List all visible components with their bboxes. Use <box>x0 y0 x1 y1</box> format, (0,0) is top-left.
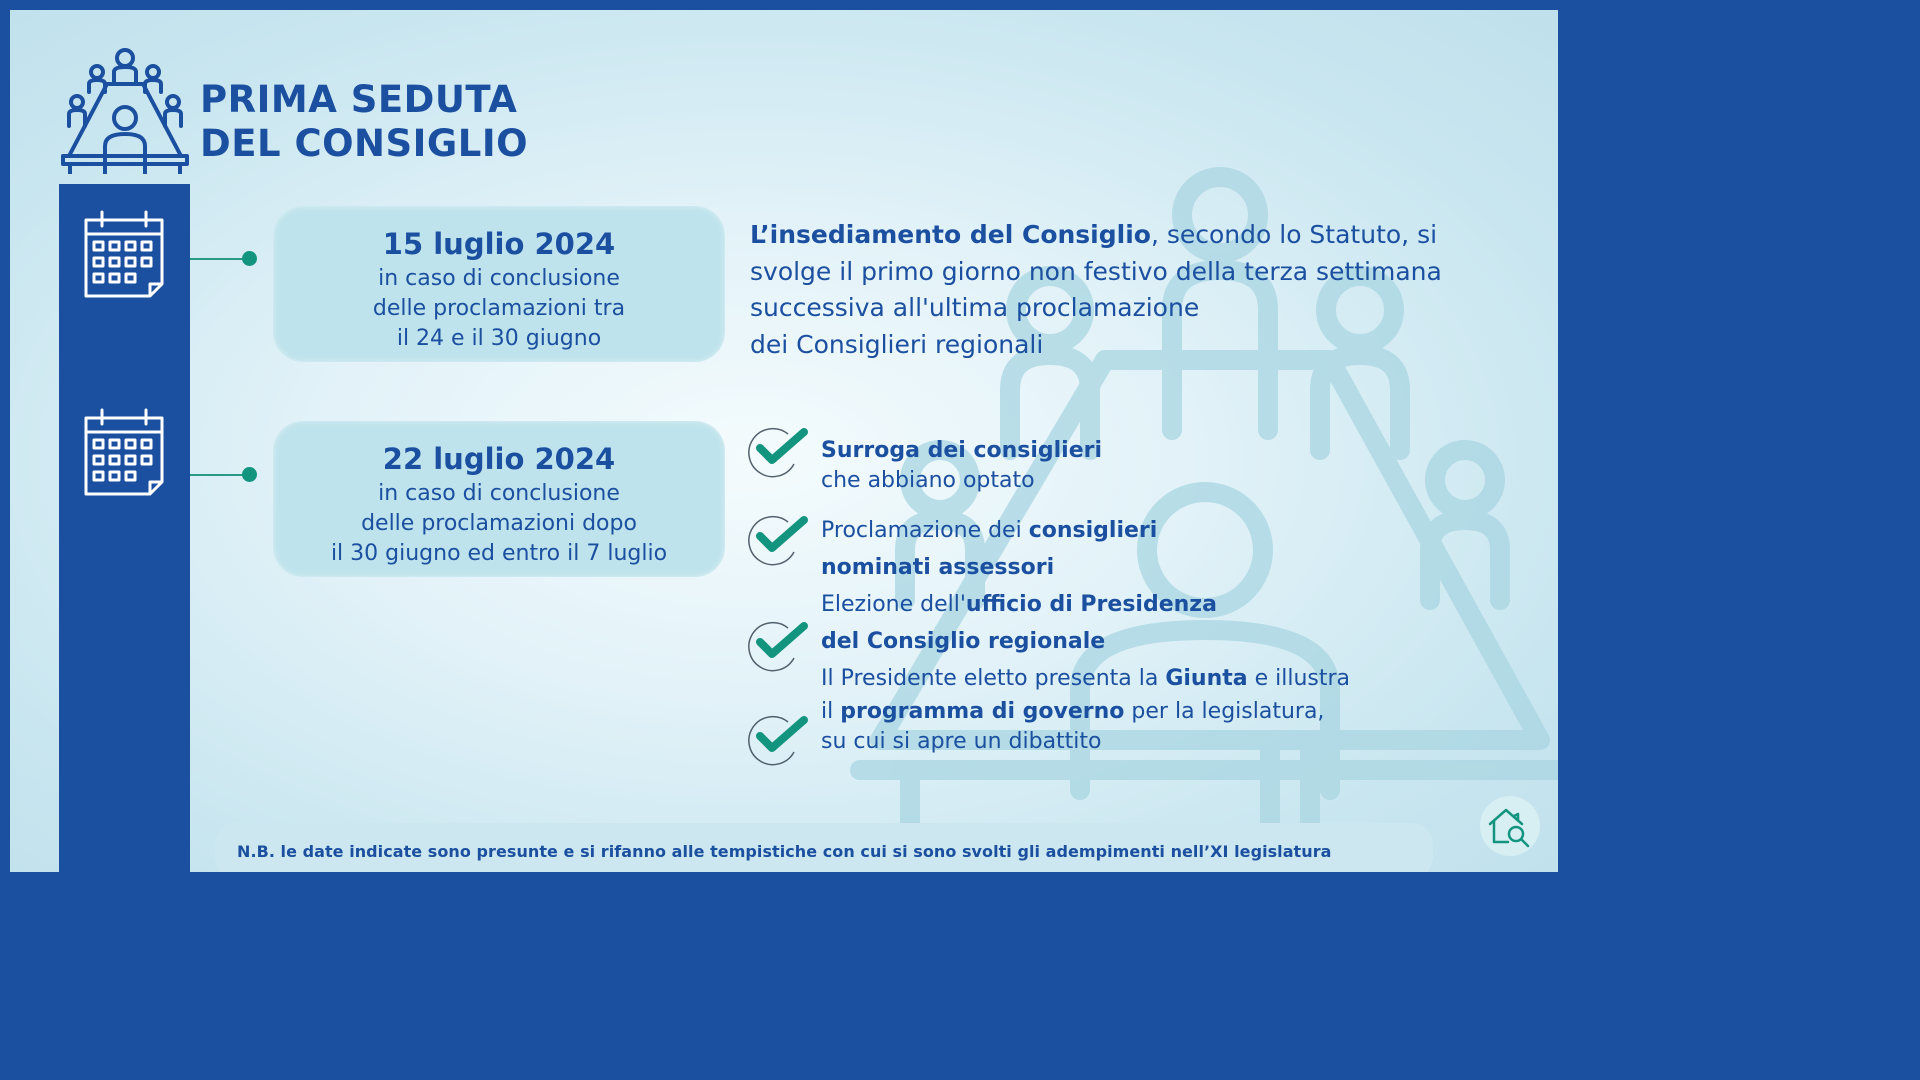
calendar-icon <box>82 208 166 300</box>
date-card <box>273 421 725 577</box>
council-meeting-icon <box>60 46 190 174</box>
date-description: in caso di conclusione delle proclamazioni tra il 24 e il 30 giugno <box>372 266 626 351</box>
statute-statement: L’insediamento del Consiglio, secondo lo Statuto, si svolge il primo giorno non festivo della terza settimana successiva all'ultima proclamazione dei Consiglieri regionali <box>750 220 1442 359</box>
home-search-icon <box>1486 802 1534 850</box>
check-icon <box>748 618 810 676</box>
timeline-connector <box>190 474 248 476</box>
home-button[interactable] <box>1480 796 1540 856</box>
calendar-icon <box>82 406 166 498</box>
timeline-dot <box>242 251 257 266</box>
check-icon <box>748 712 810 770</box>
list-item-text: Surroga dei consiglieri che abbiano optato <box>821 438 1103 493</box>
timeline-connector <box>190 258 248 260</box>
check-icon <box>748 512 810 570</box>
timeline-dot <box>242 467 257 482</box>
list-item-text: Elezione dell'ufficio di Presidenza del Consiglio regionale <box>821 592 1217 654</box>
page-title: PRIMA SEDUTA DEL CONSIGLIO <box>200 78 529 165</box>
date-title: 15 luglio 2024 <box>382 227 616 261</box>
infographic-frame <box>10 10 1558 872</box>
list-item-text: Il Presidente eletto presenta la Giunta e illustra il programma di governo per la legislatura, su cui si apre un dibattito <box>821 666 1351 754</box>
list-item-text: Proclamazione dei consiglieri nominati assessori <box>821 518 1158 580</box>
date-description: in caso di conclusione delle proclamazioni dopo il 30 giugno ed entro il 7 luglio <box>330 481 668 566</box>
footnote-text: N.B. le date indicate sono presunte e si rifanno alle tempistiche con cui si sono svolti gli adempimenti nell’XI legislatura <box>237 842 1332 861</box>
date-card <box>273 206 725 362</box>
date-title: 22 luglio 2024 <box>382 442 616 476</box>
footnote-box <box>215 823 1433 872</box>
check-icon <box>748 424 810 482</box>
